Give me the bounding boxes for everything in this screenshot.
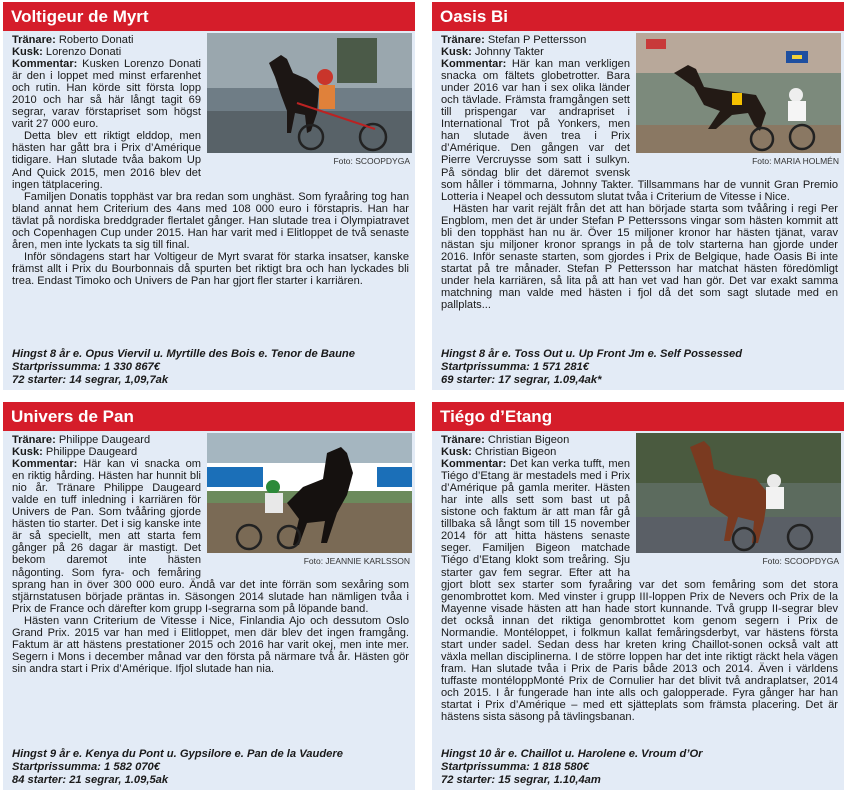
- pedigree: Hingst 10 år e. Chaillot u. Harolene e. Vroum d’Or: [441, 748, 703, 760]
- sulky-photo-image: [636, 433, 841, 553]
- comment-label: Kommentar:: [441, 58, 507, 71]
- earnings: Startprissumma: 1 818 580€: [441, 761, 590, 773]
- driver-value: Christian Bigeon: [474, 446, 557, 459]
- paragraph: Detta blev ett riktigt elddop, men hästen har gått bra i Prix d’Amérique tidigare. Han slutade tvåa bakom Up And Quick 2015, men 2016 blev det ingen tätplacering.: [12, 130, 201, 191]
- driver-label: Kusk:: [12, 446, 43, 459]
- comment-text: Här kan vi snacka om en riktig hårding. Hästen har hunnit bli nio år. Tränare Philippe Daugeard valde en tuff inledning i karriären för Univers de Pan. Som tvååring gjorde hästen tio starter. Det i sig kanske inte är så speciellt, men att starta fem gånger på 26 dagar är mastigt. Det bekom daremot inte hästen någonting. Som fyra- och femåring sprang han in över 300 000 euro. Ändå var det inte förrän som sexåring som stjärnstatusen började präntas in. Säsongen 2014 slutade han nämligen tvåa i Prix de France och därefter kom grupp I-segrarna som på löpande band.: [12, 458, 409, 615]
- trainer-value: Roberto Donati: [58, 34, 134, 46]
- record: 72 starter: 15 segrar, 1.10,4am: [441, 774, 601, 786]
- paragraph: Hästen har varit rejält från det att han började starta som tvååring i regi Per Engblom, men det är under Stefan P Petterssons vingar som hästen kommit att bli den topphäst han nu är. Över 15 miljoner kronor har hästen tjänat, varav nästan sju miljoner kronor sprangs in på de tolv starterna han gjorde under 2016. Inför senaste starten, som gjordes i Prix de Belgique, hade Oasis Bi inte startat på tre månader. Stefan P Pettersson har matchat hästen föredömligt under hela karriären, så lita på att han vet vad han gör. Det var exakt samma matchning man valde med hästen i fjol då det som sagt slutade med en pallplats...: [441, 202, 838, 312]
- paragraph: Familjen Donatis topphäst var bra redan som unghäst. Som fyraåring tog han bland annat hem Criterium des 4ans med 108 000 euro i förstapris. Han har tävlat på nordiska breddgrader flertalet gånger. Han slutade trea i Olympiatravet och Copenhagen Cup under 2015. Han har varit med i Elitloppet de två senaste åren, men inte lyckats ta sig till final.: [12, 190, 409, 251]
- trainer-label: Tränare:: [12, 34, 56, 46]
- horse-photo: [636, 33, 841, 166]
- driver-value: Johnny Takter: [474, 46, 544, 59]
- record: 84 starter: 21 segrar, 1.09,5ak: [12, 774, 169, 786]
- earnings: Startprissumma: 1 582 070€: [12, 761, 161, 773]
- driver-value: Lorenzo Donati: [45, 46, 122, 59]
- trainer-value: Christian Bigeon: [487, 434, 570, 446]
- horse-photo: [636, 433, 841, 566]
- driver-label: Kusk:: [12, 46, 43, 59]
- sulky-photo-image: [207, 433, 412, 553]
- horse-name: Univers de Pan: [3, 402, 415, 431]
- photo-credit: Foto: SCOOPDYGA: [333, 156, 410, 166]
- comment-text: Kusken Lorenzo Donati är den i loppet med minst erfarenhet och rutin. Han körde sitt första lopp 2010 och har så här långt tagit 69 segrar, varav förstapriset som högst varit 27 000 euro.: [12, 58, 201, 131]
- trainer-value: Philippe Daugeard: [58, 434, 151, 446]
- record: 69 starter: 17 segrar, 1.09,4ak*: [441, 374, 602, 386]
- photo-credit: Foto: JEANNIE KARLSSON: [303, 556, 410, 566]
- horse-photo: [207, 433, 412, 566]
- sulky-photo-image: [636, 33, 841, 153]
- comment-label: Kommentar:: [12, 458, 78, 471]
- earnings: Startprissumma: 1 330 867€: [12, 361, 161, 373]
- horse-card: [432, 402, 844, 790]
- pedigree: Hingst 8 år e. Opus Viervil u. Myrtille des Bois e. Tenor de Baune: [12, 348, 355, 360]
- horse-stats: [12, 348, 409, 387]
- comment-label: Kommentar:: [12, 58, 78, 71]
- horse-stats: [12, 748, 409, 787]
- horse-stats: [441, 348, 838, 387]
- sulky-photo-image: [207, 33, 412, 153]
- horse-name: Tiégo d’Etang: [432, 402, 844, 431]
- trainer-label: Tränare:: [441, 434, 485, 446]
- pedigree: Hingst 9 år e. Kenya du Pont u. Gypsilore e. Pan de la Vaudere: [12, 748, 343, 760]
- trainer-label: Tränare:: [441, 34, 485, 46]
- horse-card: [3, 2, 415, 390]
- horse-name: Voltigeur de Myrt: [3, 2, 415, 31]
- comment-text: Här kan man verkligen snacka om fältets globetrotter. Bara under 2016 var han i sex olika länder och tävlade. Främsta framgången sett till prispengar var andrapriset i International Trot på Yonkers, men han slutade även trea i Prix d’Amérique. Den gången var det Pierre Vercruysse som satt i sulkyn. På söndag blir det däremot svensk som håller i tömmarna, Johnny Takter. Tillsammans har de vunnit Gran Premio Lotteria i Neapel och dessutom slutat tvåa i Criterium de Vitesse i Nice.: [441, 58, 838, 203]
- trainer-value: Stefan P Pettersson: [487, 34, 587, 46]
- earnings: Startprissumma: 1 571 281€: [441, 361, 590, 373]
- horse-card: [432, 2, 844, 390]
- horse-card: [3, 402, 415, 790]
- driver-label: Kusk:: [441, 446, 472, 459]
- paragraph: Inför söndagens start har Voltigeur de Myrt svarat för starka insatser, kanske främst allt i Prix du Bourbonnais då spurten bet riktigt bra och han lyckades bli trea. Endast Timoko och Univers de Pan har gjort fler starter i karriären.: [12, 250, 409, 287]
- driver-label: Kusk:: [441, 46, 472, 59]
- horse-stats: [441, 748, 838, 787]
- trainer-label: Tränare:: [12, 434, 56, 446]
- comment-text: Det kan verka tufft, men Tiégo d’Etang är mestadels med i Prix d’Amérique på gamla meriter. Hästen har inte alls sett som bast ut på sistone och faktum är att man får gå tillbaka så långt som till 15 november 2014 för att hitta hästens senaste seger. Familjen Bigeon matchade Tiégo d’Etang klokt som treåring. Sju starter gav fem segrar. Efter att ha gjort blott sex starter som fyraåring var det som femåring som det stora genombrottet kom. Med vinster i grupp III-loppen Prix de Nevers och Prix de la Mayenne visade hästen att han hade stort kunnande. Två grupp II-segrar blev det också innan det riktiga genombrottet kom genom segern i Prix de Normandie. Montéloppet, i folkmun kallat femåringsderbyt, var hästens första start under sadel. Sedan dess har kreten kring Chaillot-sonen också valt att växla mellan disciplinerna. I de större loppen har det inte riktigt räckt hela vägen fram. Han slutade tvåa i Prix de Paris både 2013 och 2014. Även i världens tuffaste montéloppMonté Prix de Cornulier har det blivit två andraplatser, 2014 och 2015. I år fungerade han inte alls och galopperade. Fyra gånger har han startat i Prix d’Amérique – med ett sjätteplats som främsta placering. Det är hästens sista säsong på tävlingsbanan.: [441, 458, 838, 724]
- photo-credit: Foto: MARIA HOLMÉN: [752, 156, 839, 166]
- comment-label: Kommentar:: [441, 458, 507, 471]
- pedigree: Hingst 8 år e. Toss Out u. Up Front Jm e. Self Possessed: [441, 348, 743, 360]
- photo-credit: Foto: SCOOPDYGA: [762, 556, 839, 566]
- horse-name: Oasis Bi: [432, 2, 844, 31]
- paragraph: Hästen vann Criterium de Vitesse i Nice, Finlandia Ajo och dessutom Oslo Grand Prix. 2015 var han med i Elitloppet, men där blev det ingen framgång. Faktum är att hästens prestationer 2015 och 2016 har varit okej, men inte mer. Segern i Mons i december månad var den första på närmare två år. Hästen gör sin andra start i Prix d’Amérique. Ifjol slutade han nia.: [12, 614, 409, 675]
- record: 72 starter: 14 segrar, 1,09,7ak: [12, 374, 169, 386]
- driver-value: Philippe Daugeard: [45, 446, 138, 459]
- horse-photo: [207, 33, 412, 166]
